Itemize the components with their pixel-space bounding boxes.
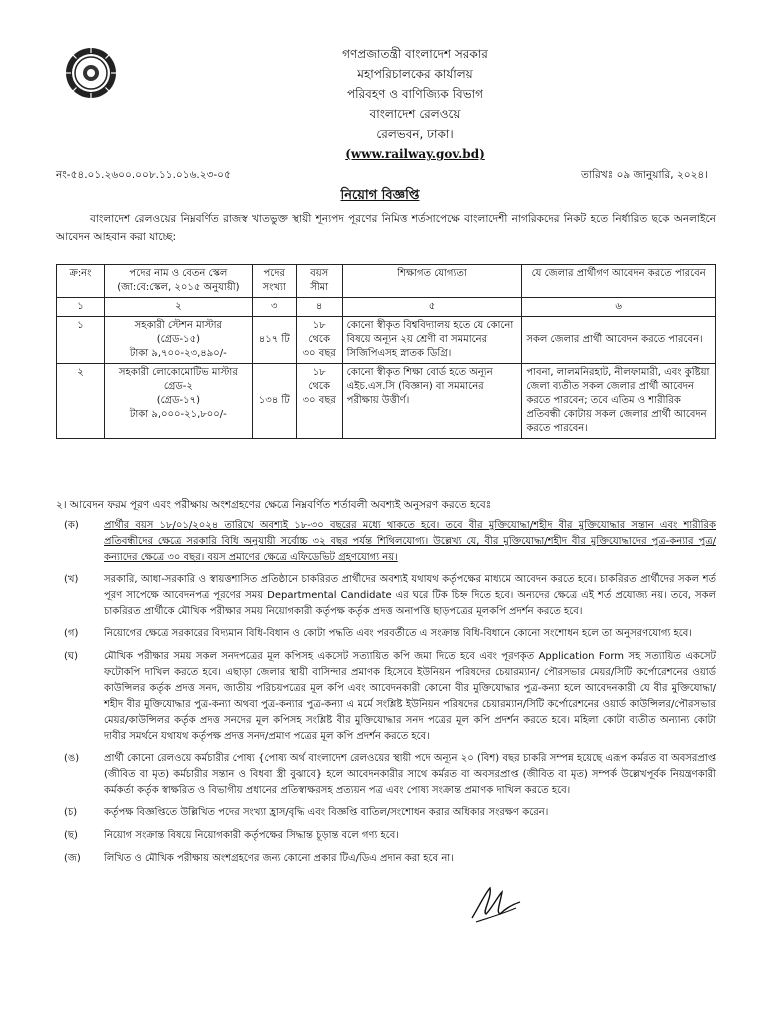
list-item bbox=[56, 518, 716, 566]
column-number: ৬ bbox=[522, 298, 716, 317]
clause-key: (গ) bbox=[64, 628, 79, 639]
post-name: সহকারী লোকোমোটিভ মাস্টার গ্রেড-২ bbox=[118, 367, 238, 392]
column-number: ১ bbox=[57, 298, 105, 317]
government-seal-icon bbox=[64, 46, 118, 100]
signature-icon bbox=[464, 878, 524, 928]
clause-key: (চ) bbox=[64, 807, 78, 818]
column-number: ৫ bbox=[342, 298, 522, 317]
clause-text: নিয়োগ সংক্রান্ত বিষয়ে নিয়োগকারী কর্তৃপক্ষের সিদ্ধান্ত চূড়ান্ত বলে গণ্য হবে। bbox=[104, 830, 399, 841]
clause-key: (ক) bbox=[64, 520, 79, 531]
list-item bbox=[56, 649, 716, 745]
clause-key: (জ) bbox=[64, 853, 81, 864]
clause-key: (ছ) bbox=[64, 830, 78, 841]
post-name: সহকারী স্টেশন মাস্টার bbox=[134, 320, 223, 331]
row-education: কোনো স্বীকৃত শিক্ষা বোর্ড হতে অন্যূন এইচ.এস.সি (বিজ্ঞান) বা সমমানের পরীক্ষায় উত্তীর্ণ। bbox=[342, 364, 522, 439]
header-age: বয়স সীমা bbox=[296, 265, 342, 298]
post-grade: (গ্রেড-১৫) bbox=[156, 334, 200, 345]
header-serial: ক্র:নং bbox=[57, 265, 105, 298]
clause-text: মৌখিক পরীক্ষার সময় সকল সনদপত্রের মূল কপিসহ একসেট সত্যায়িত কপি জমা দিতে হবে এবং পূরণকৃত Application Form সহ সত্যায়িত একসেট ফটোকপি দাখিল করতে হবে। এছাড়া জেলার স্থায়ী বাসিন্দার প্রমাণক হিসেবে ইউনিয়ন পরিষদের চেয়ারম্যান/ পৌরসভার মেয়র/সিটি কর্পোরেশনের ওয়ার্ড কাউন্সিলর কর্তৃক প্রদত্ত সনদ, জাতীয় পরিচয়পত্রের মূল কপি এবং আবেদনকারী কোনো বীর মুক্তিযোদ্ধার পুত্র-কন্যা হলে আবেদনকারী যে বীর মুক্তিযোদ্ধা/শহীদ বীর মুক্তিযোদ্ধার পুত্র-কন্যা অথবা পুত্র-কন্যার পুত্র-কন্যা এ মর্মে সংশ্লিষ্ট ইউনিয়ন পরিষদের চেয়ারম্যান/সিটি কর্পোরেশনের ওয়ার্ড কাউন্সিলর/পৌরসভার মেয়র/কাউন্সিলর কর্তৃক প্রদত্ত সনদের মূল কপিসহ সংশ্লিষ্ট বীর মুক্তিযোদ্ধার সনদ পত্রের মূল কপি প্রদর্শন করতে হবে। মহিলা কোটা ব্যতীত অন্যান্য কোটা দাবীর সমর্থনে যথাযথ কর্তৃপক্ষ প্রদত্ত সনদ/প্রমাণ পত্রের মূল কপি প্রদর্শন করতে হবে। bbox=[104, 651, 716, 742]
clause-text: প্রার্থী কোনো রেলওয়ে কর্মচারীর পোষ্য {পোষ্য অর্থ বাংলাদেশ রেলওয়ের স্থায়ী পদে অন্যূন ২০ (বিশ) বছর চাকরি সম্পন্ন হয়েছে এরূপ কর্মরত বা অবসরপ্রাপ্ত (জীবিত বা মৃত) কর্মচারীর সন্তান ও বিধবা স্ত্রী বুঝাবে} হলে আবেদনকারীর সাথে কর্মরত বা অবসরপ্রাপ্ত (জীবিত বা মৃত) সম্পর্ক উল্লেখপূর্বক নিয়ন্ত্রণকারী কর্মকর্তা কর্তৃক স্বাক্ষরিত ও বিভাগীয় প্রধানের প্রতিস্বাক্ষরসহ প্রত্যয়ন পত্র এবং পোষ্য সংক্রান্ত প্রমাণক দাখিল করতে হবে। bbox=[104, 753, 716, 796]
row-age bbox=[296, 317, 342, 364]
column-number-row bbox=[57, 298, 716, 317]
clause-text: সরকারি, আধা-সরকারি ও স্বায়ত্তশাসিত প্রতিষ্ঠানে চাকরিরত প্রার্থীদের অবশ্যই যথাযথ কর্তৃপক্ষের মাধ্যমে আবেদন করতে হবে। চাকরিরত প্রার্থীদের সকল শর্ত পূরণ সাপেক্ষে আবেদনপত্র পূরণের সময় Departmental Candidate এর ঘরে টিক চিহ্ন দিতে হবে। অন্যদের ক্ষেত্রে এই শর্ত প্রযোজ্য নয়। তবে, সকল চাকরিরত প্রার্থীকে মৌখিক পরীক্ষার সময় নিয়োগকারী কর্তৃপক্ষ কর্তৃক প্রদত্ত অনাপত্তি ছাড়পত্রের মূলকপি প্রদর্শন করতে হবে। bbox=[104, 574, 716, 617]
row-post bbox=[104, 364, 252, 439]
column-number: ৪ bbox=[296, 298, 342, 317]
header-count: পদের সংখ্যা bbox=[252, 265, 296, 298]
list-item bbox=[56, 851, 716, 868]
clause-text: নিয়োগের ক্ষেত্রে সরকারের বিদ্যমান বিধি-বিধান ও কোটা পদ্ধতি এবং পরবর্তীতে এ সংক্রান্ত বিধি-বিধানে কোনো সংশোধন হলে তা অনুসরণযোগ্য হবে। bbox=[104, 628, 692, 639]
post-scale: টাকা ৯,০০০-২১,৮০০/- bbox=[129, 409, 227, 420]
header-education: শিক্ষাগত যোগ্যতা bbox=[342, 265, 522, 298]
age-min: ১৮ bbox=[312, 367, 326, 378]
notice-date: তারিখঃ ০৯ জানুয়ারি, ২০২৪। bbox=[581, 169, 708, 181]
header-organization: বাংলাদেশ রেলওয়ে bbox=[369, 107, 461, 121]
list-item bbox=[56, 626, 716, 643]
clause-key: (ঘ) bbox=[64, 651, 78, 662]
row-serial: ২ bbox=[57, 364, 105, 439]
row-post bbox=[104, 317, 252, 364]
page-title: নিয়োগ বিজ্ঞপ্তি bbox=[340, 188, 420, 203]
header-post: পদের নাম ও বেতন স্কেল (জা:বে:স্কেল, ২০১৫ অনুযায়ী) bbox=[104, 265, 252, 298]
age-max: ৩০ বছর bbox=[302, 348, 336, 359]
age-min: ১৮ bbox=[312, 320, 326, 331]
clause-key: (ঙ) bbox=[64, 753, 80, 764]
list-item bbox=[56, 805, 716, 822]
row-education: কোনো স্বীকৃত বিশ্ববিদ্যালয় হতে যে কোনো বিষয়ে অন্যূন ২য় শ্রেণী বা সমমানের সিজিপিএসহ স্নাতক ডিগ্রি। bbox=[342, 317, 522, 364]
column-number: ৩ bbox=[252, 298, 296, 317]
list-item bbox=[56, 572, 716, 620]
header-government: গণপ্রজাতন্ত্রী বাংলাদেশ সরকার bbox=[342, 47, 488, 61]
post-grade: (গ্রেড-১৭) bbox=[156, 395, 200, 406]
conditions-list bbox=[56, 518, 716, 874]
post-scale: টাকা ৯,৭০০-২৩,৪৯০/- bbox=[129, 348, 227, 359]
row-count: ৪১৭ টি bbox=[252, 317, 296, 364]
table-row bbox=[57, 317, 716, 364]
column-number: ২ bbox=[104, 298, 252, 317]
section-2-heading: ২। আবেদন ফরম পূরণ এবং পরীক্ষায় অংশগ্রহণের ক্ষেত্রে নিম্নবর্ণিত শর্তাবলী অবশ্যই অনুসরণ করতে হবেঃ bbox=[56, 499, 492, 511]
list-item bbox=[56, 751, 716, 799]
age-mid: থেকে bbox=[308, 381, 330, 392]
office-header bbox=[250, 44, 580, 164]
list-item bbox=[56, 828, 716, 845]
header-department: পরিবহণ ও বাণিজ্যিক বিভাগ bbox=[347, 87, 483, 101]
row-district: সকল জেলার প্রার্থী আবেদন করতে পারবেন। bbox=[522, 317, 716, 364]
row-district: পাবনা, লালমনিরহাট, নীলফামারী, এবং কুষ্টিয়া জেলা ব্যতীত সকল জেলার প্রার্থী আবেদন করতে পারবেন; তবে এতিম ও শারীরিক প্রতিবন্ধী কোটায় সকল জেলার প্রার্থী আবেদন করতে পারবেন। bbox=[522, 364, 716, 439]
table-row bbox=[57, 364, 716, 439]
clause-key: (খ) bbox=[64, 574, 79, 585]
table-header-row bbox=[57, 265, 716, 298]
header-district: যে জেলার প্রার্থীগণ আবেদন করতে পারবেন bbox=[522, 265, 716, 298]
intro-paragraph: বাংলাদেশ রেলওয়ের নিম্নবর্ণিত রাজস্ব খাতভুক্ত স্থায়ী শূন্যপদ পূরণের নিমিত্ত শর্তসাপেক্ষে বাংলাদেশী নাগরিকদের নিকট হতে নির্ধারিত ছকে অনলাইনে আবেদন আহবান করা যাচ্ছে: bbox=[56, 213, 716, 243]
row-age bbox=[296, 364, 342, 439]
clause-text: লিখিত ও মৌখিক পরীক্ষায় অংশগ্রহণের জন্য কোনো প্রকার টিএ/ডিএ প্রদান করা হবে না। bbox=[104, 853, 454, 864]
age-mid: থেকে bbox=[308, 334, 330, 345]
header-office: মহাপরিচালকের কার্যালয় bbox=[357, 67, 473, 81]
header-website: (www.railway.gov.bd) bbox=[345, 147, 485, 161]
clause-text: প্রার্থীর বয়স ১৮/০১/২০২৪ তারিখে অবশ্যই ১৮-৩০ বছরের মধ্যে থাকতে হবে। তবে বীর মুক্তিযোদ্ধা/শহীদ বীর মুক্তিযোদ্ধার সন্তান এবং শারীরিক প্রতিবন্ধীদের ক্ষেত্রে সরকারি বিধি অনুযায়ী সর্বোচ্চ ৩২ বছর পর্যন্ত শিথিলযোগ্য। উল্লেখ্য যে, বীর মুক্তিযোদ্ধা/শহীদ বীর মুক্তিযোদ্ধাদের পুত্র-কন্যার পুত্র/কন্যাদের ক্ষেত্রে ৩০ বছর। বয়স প্রমাণের ক্ষেত্রে এফিডেভিট গ্রহণযোগ্য নয়। bbox=[104, 520, 716, 563]
row-serial: ১ bbox=[57, 317, 105, 364]
posts-table bbox=[56, 264, 716, 439]
memo-number: নং-৫৪.০১.২৬০০.০০৮.১১.০১৬.২৩-০৫ bbox=[56, 169, 231, 181]
age-max: ৩০ বছর bbox=[302, 395, 336, 406]
row-count: ১৩৪ টি bbox=[252, 364, 296, 439]
header-address: রেলভবন, ঢাকা। bbox=[376, 127, 454, 141]
clause-text: কর্তৃপক্ষ বিজ্ঞপ্তিতে উল্লিখিত পদের সংখ্যা হ্রাস/বৃদ্ধি এবং বিজ্ঞপ্তি বাতিল/সংশোধন করার অধিকার সংরক্ষণ করেন। bbox=[104, 807, 549, 818]
